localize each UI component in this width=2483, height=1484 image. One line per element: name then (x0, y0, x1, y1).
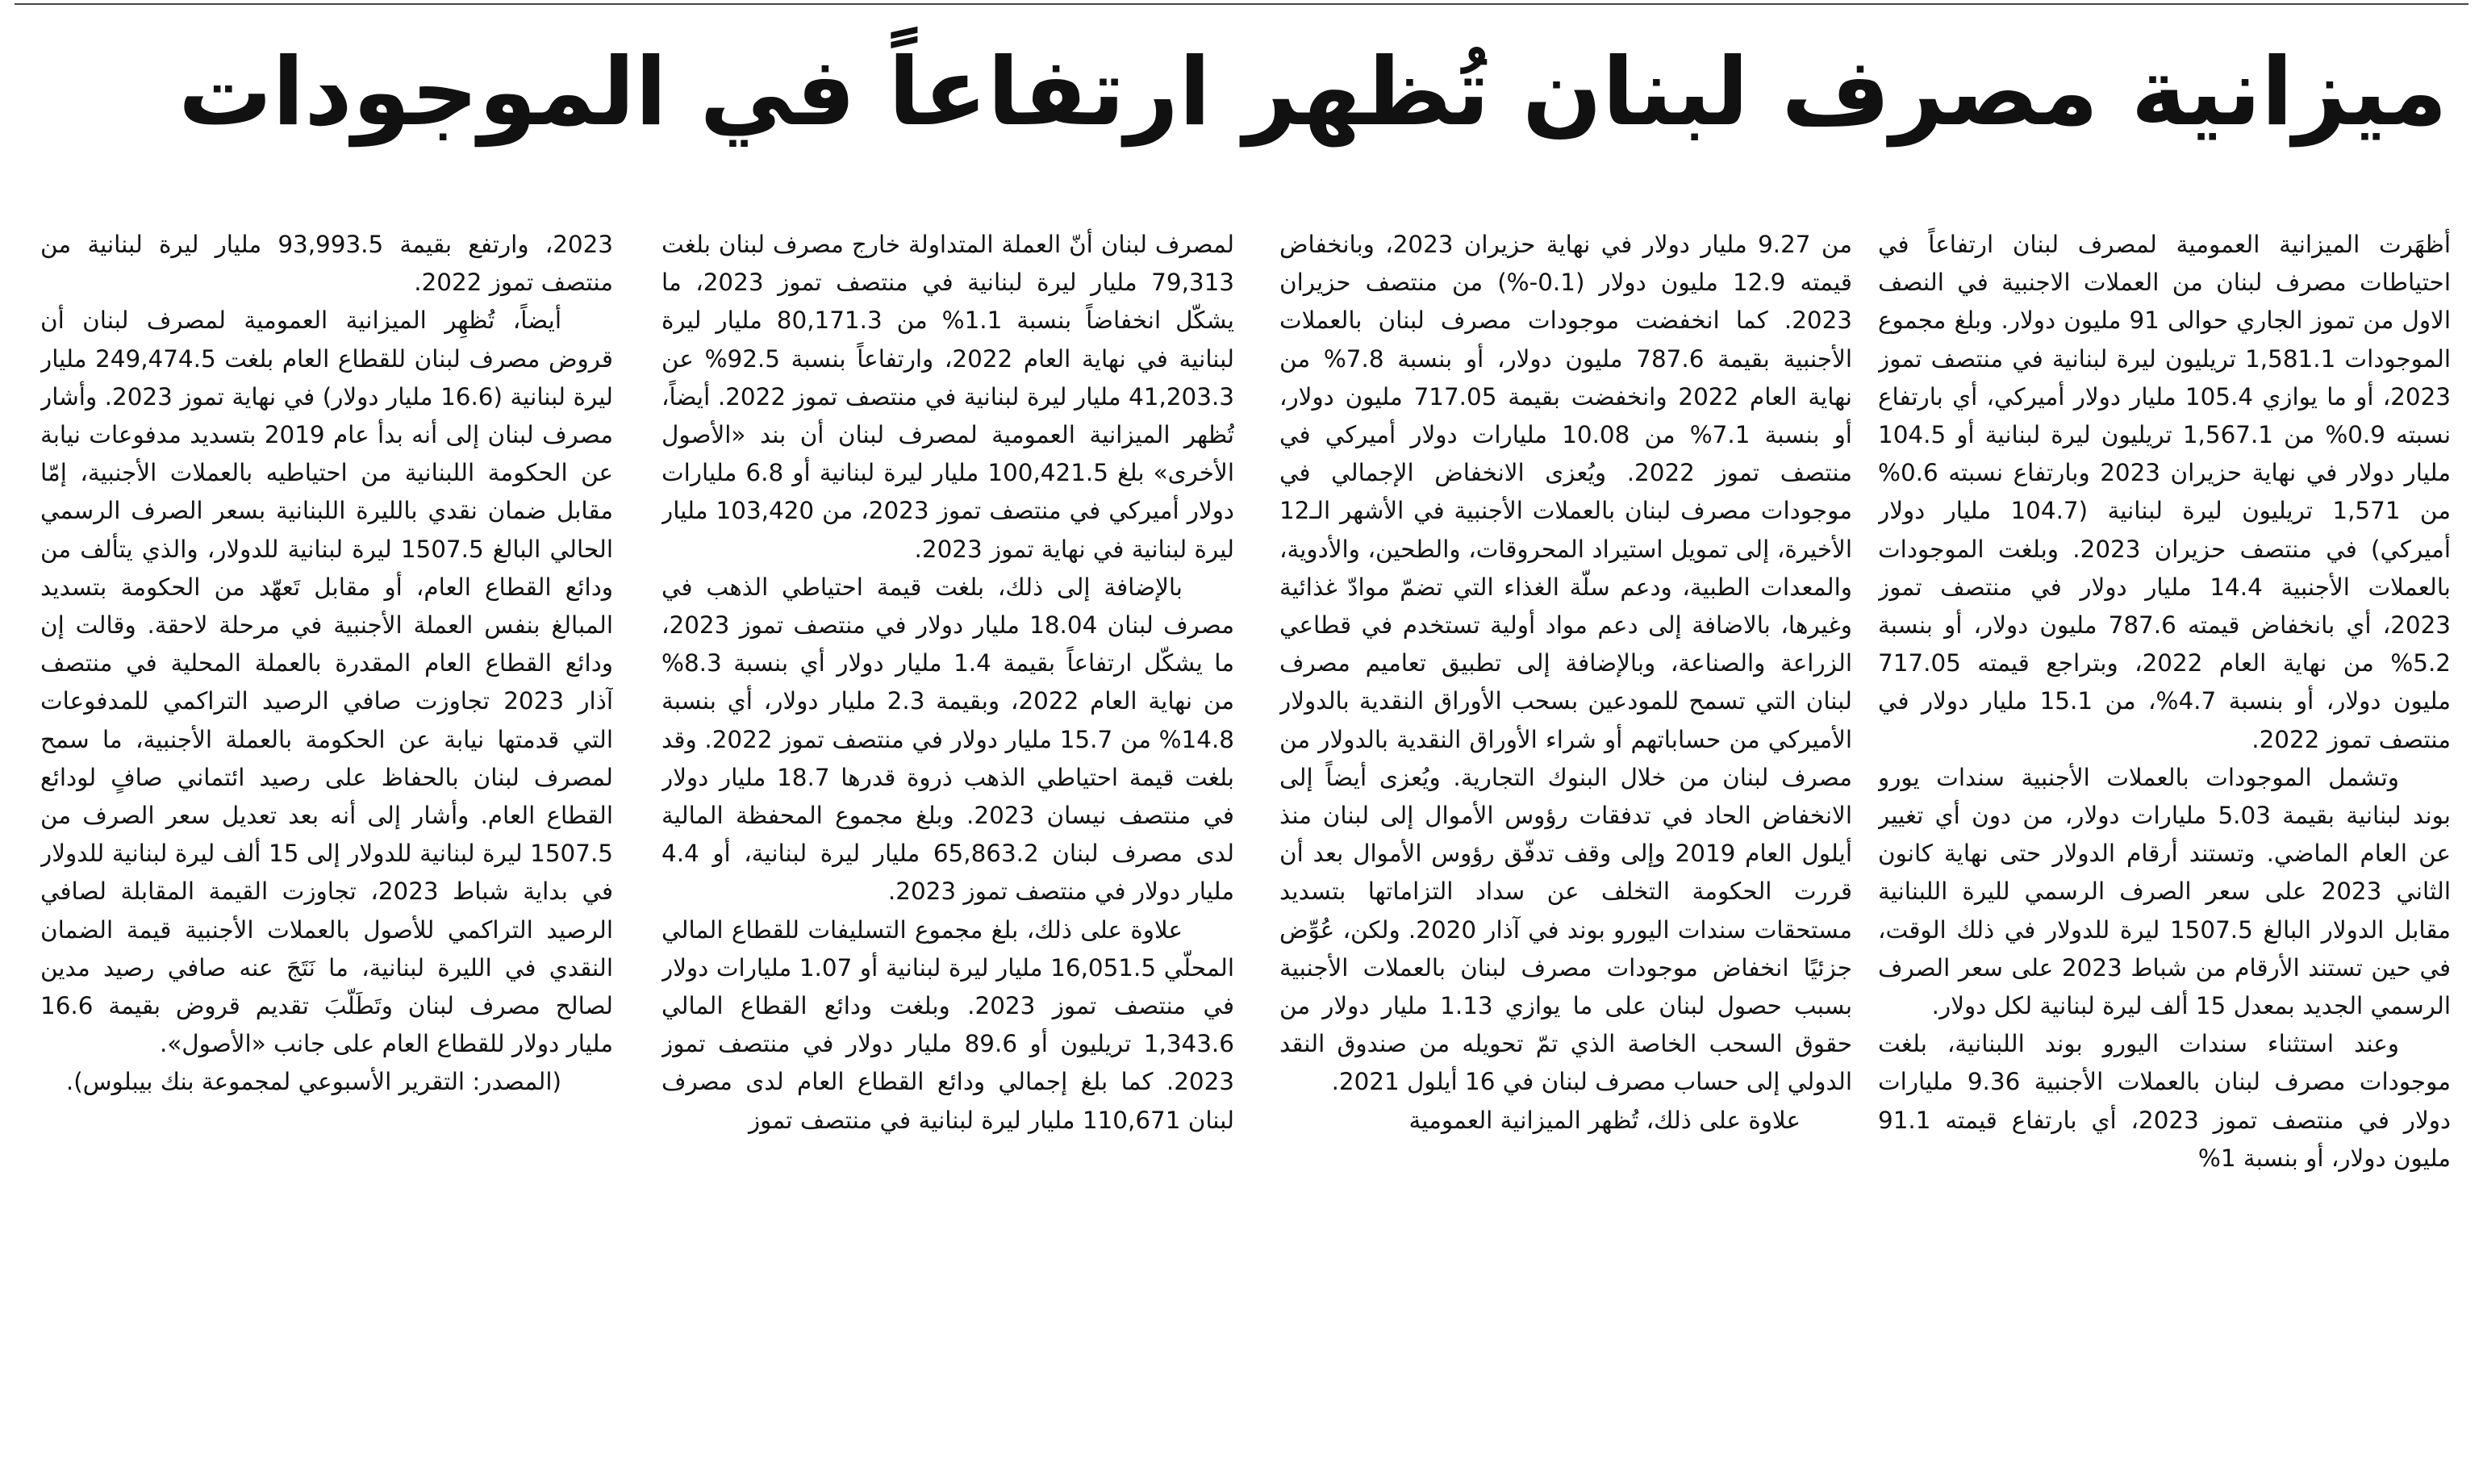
column-4-source-note: (المصدر: التقرير الأسبوعي لمجموعة بنك بيبلوس). (65, 1068, 561, 1096)
column-3-paragraph-3: علاوة على ذلك، بلغ مجموع التسليفات للقطاع المالي المحلّي 16,051.5 مليار ليرة لبنانية أو 1.07 مليارات دولار في منتصف تموز 2023. وبلغت ودائع القطاع المالي 1,343.6 تريليون أو 89.6 مليار دولار في منتصف تموز 2023. كما بلغ إجمالي ودائع القطاع العام لدى مصرف لبنان 110,671 مليار ليرة لبنانية في منتصف تموز (661, 915, 1234, 1134)
top-divider (15, 3, 2468, 5)
column-4-paragraph-1: 2023، وارتفع بقيمة 93,993.5 مليار ليرة لبنانية من منتصف تموز 2022. (40, 231, 613, 297)
article-column-1 (1878, 226, 2451, 1476)
article-column-3 (661, 226, 1234, 1476)
column-1-paragraph-1: أظهَرت الميزانية العمومية لمصرف لبنان ارتفاعاً في احتياطات مصرف لبنان من العملات الاجنبية في النصف الاول من تموز الجاري حوالى 91 مليون دولار. وبلغ مجموع الموجودات 1,581.1 تريليون ليرة لبنانية في منتصف تموز 2023، أو ما يوازي 105.4 مليار دولار أميركي، أي بارتفاع نسبته 0.9% من 1,567.1 تريليون ليرة لبنانية أو 104.5 مليار دولار في نهاية حزيران 2023 وبارتفاع نسبته 0.6% من 1,571 تريليون ليرة لبنانية (104.7 مليار دولار أميركي) في منتصف حزيران 2023. وبلغت الموجودات بالعملات الأجنبية 14.4 مليار دولار في منتصف تموز 2023، أي بانخفاض قيمته 787.6 مليون دولار، أو بنسبة 5.2% من نهاية العام 2022، وبتراجع قيمته 717.05 مليون دولار، أو بنسبة 4.7%، من 15.1 مليار دولار في منتصف تموز 2022. (1878, 231, 2451, 753)
article-headline: ميزانية مصرف لبنان تُظهر ارتفاعاً في الموجودات (177, 38, 2448, 147)
article-column-2 (1279, 226, 1852, 1476)
column-2-paragraph-2: علاوة على ذلك، تُظهر الميزانية العمومية (1408, 1106, 1801, 1134)
column-1-paragraph-2: وتشمل الموجودات بالعملات الأجنبية سندات يورو بوند لبنانية بقيمة 5.03 مليارات دولار، من دون أي تغيير عن العام الماضي. وتستند أرقام الدولار حتى نهاية كانون الثاني 2023 على سعر الصرف الرسمي لليرة اللبنانية مقابل الدولار البالغ 1507.5 ليرة للدولار في ذلك الوقت، في حين تستند الأرقام من شباط 2023 على سعر الصرف الرسمي الجديد بمعدل 15 ألف ليرة لبنانية لكل دولار. (1878, 763, 2451, 1020)
article-column-4 (40, 226, 613, 1476)
column-1-paragraph-3: وعند استثناء سندات اليورو بوند اللبنانية، بلغت موجودات مصرف لبنان بالعملات الأجنبية 9.36 مليارات دولار في منتصف تموز 2023، أي بارتفاع قيمته 91.1 مليون دولار، أو بنسبة 1% (1878, 1030, 2451, 1172)
column-3-paragraph-1: لمصرف لبنان أنّ العملة المتداولة خارج مصرف لبنان بلغت 79,313 مليار ليرة لبنانية في منتصف تموز 2023، ما يشكّل انخفاضاً بنسبة 1.1% من 80,171.3 مليار ليرة لبنانية في نهاية العام 2022، وارتفاعاً بنسبة 92.5% عن 41,203.3 مليار ليرة لبنانية في منتصف تموز 2022. أيضاً، تُظهر الميزانية العمومية لمصرف لبنان أن بند «الأصول الأخرى» بلغ 100,421.5 مليار ليرة لبنانية أو 6.8 مليارات دولار أميركي في منتصف تموز 2023، من 103,420 مليار ليرة لبنانية في نهاية تموز 2023. (661, 231, 1234, 563)
column-2-paragraph-1: من 9.27 مليار دولار في نهاية حزيران 2023، وبانخفاض قيمته 12.9 مليون دولار (0.1-%) من منتصف حزيران 2023. كما انخفضت موجودات مصرف لبنان بالعملات الأجنبية بقيمة 787.6 مليون دولار، أو بنسبة 7.8% من نهاية العام 2022 وانخفضت بقيمة 717.05 مليون دولار، أو بنسبة 7.1% من 10.08 مليارات دولار أميركي في منتصف تموز 2022. ويُعزى الانخفاض الإجمالي في موجودات مصرف لبنان بالعملات الأجنبية في الأشهر الـ12 الأخيرة، إلى تمويل استيراد المحروقات، والطحين، والأدوية، والمعدات الطبية، ودعم سلّة الغذاء التي تضمّ موادّ غذائية وغيرها، بالاضافة إلى دعم مواد أولية تستخدم في قطاعي الزراعة والصناعة، وبالإضافة إلى تطبيق تعاميم مصرف لبنان التي تسمح للمودعين بسحب الأوراق النقدية بالدولار الأميركي من حساباتهم أو شراء الأوراق النقدية بالدولار من مصرف لبنان من خلال البنوك التجارية. ويُعزى أيضاً إلى الانخفاض الحاد في تدفقات رؤوس الأموال إلى لبنان منذ أيلول العام 2019 وإلى وقف تدفّق رؤوس الأموال بعد أن قررت الحكومة التخلف عن سداد التزاماتها بتسديد مستحقات سندات اليورو بوند في آذار 2020. ولكن، عُوِّض جزئيًا انخفاض موجودات مصرف لبنان بالعملات الأجنبية بسبب حصول لبنان على ما يوازي 1.13 مليار دولار من حقوق السحب الخاصة الذي تمّ تحويله من صندوق النقد الدولي إلى حساب مصرف لبنان في 16 أيلول 2021. (1279, 231, 1852, 1096)
column-3-paragraph-2: بالإضافة إلى ذلك، بلغت قيمة احتياطي الذهب في مصرف لبنان 18.04 مليار دولار في منتصف تموز 2023، ما يشكّل ارتفاعاً بقيمة 1.4 مليار دولار أي بنسبة 8.3% من نهاية العام 2022، وبقيمة 2.3 مليار دولار، أي بنسبة 14.8% من 15.7 مليار دولار في منتصف تموز 2022. وقد بلغت قيمة احتياطي الذهب ذروة قدرها 18.7 مليار دولار في منتصف نيسان 2023. وبلغ مجموع المحفظة المالية لدى مصرف لبنان 65,863.2 مليار ليرة لبنانية، أو 4.4 مليار دولار في منتصف تموز 2023. (661, 573, 1234, 906)
column-4-paragraph-2: أيضاً، تُظهِر الميزانية العمومية لمصرف لبنان أن قروض مصرف لبنان للقطاع العام بلغت 249,474.5 مليار ليرة لبنانية (16.6 مليار دولار) في نهاية تموز 2023. وأشار مصرف لبنان إلى أنه بدأ عام 2019 بتسديد مدفوعات نيابة عن الحكومة اللبنانية من احتياطيه بالعملات الأجنبية، إمّا مقابل ضمان نقدي بالليرة اللبنانية بسعر الصرف الرسمي الحالي البالغ 1507.5 ليرة لبنانية للدولار، والذي يتألف من ودائع القطاع العام، أو مقابل تَعهّد من الحكومة بتسديد المبالغ بنفس العملة الأجنبية في مرحلة لاحقة. وقالت إن ودائع القطاع العام المقدرة بالعملة المحلية في منتصف آذار 2023 تجاوزت صافي الرصيد التراكمي للمدفوعات التي قدمتها نيابة عن الحكومة بالعملة الأجنبية، ما سمح لمصرف لبنان بالحفاظ على رصيد ائتماني صافٍ لودائع القطاع العام. وأشار إلى أنه بعد تعديل سعر الصرف من 1507.5 ليرة لبنانية للدولار إلى 15 ألف ليرة لبنانية للدولار في بداية شباط 2023، تجاوزت القيمة المقابلة لصافي الرصيد التراكمي للأصول بالعملات الأجنبية قيمة الضمان النقدي في الليرة لبنانية، ما نَتَجَ عنه صافي رصيد مدين لصالح مصرف لبنان وتَطَلّبَ تقديم قروض بقيمة 16.6 مليار دولار للقطاع العام على جانب «الأصول». (40, 306, 613, 1058)
